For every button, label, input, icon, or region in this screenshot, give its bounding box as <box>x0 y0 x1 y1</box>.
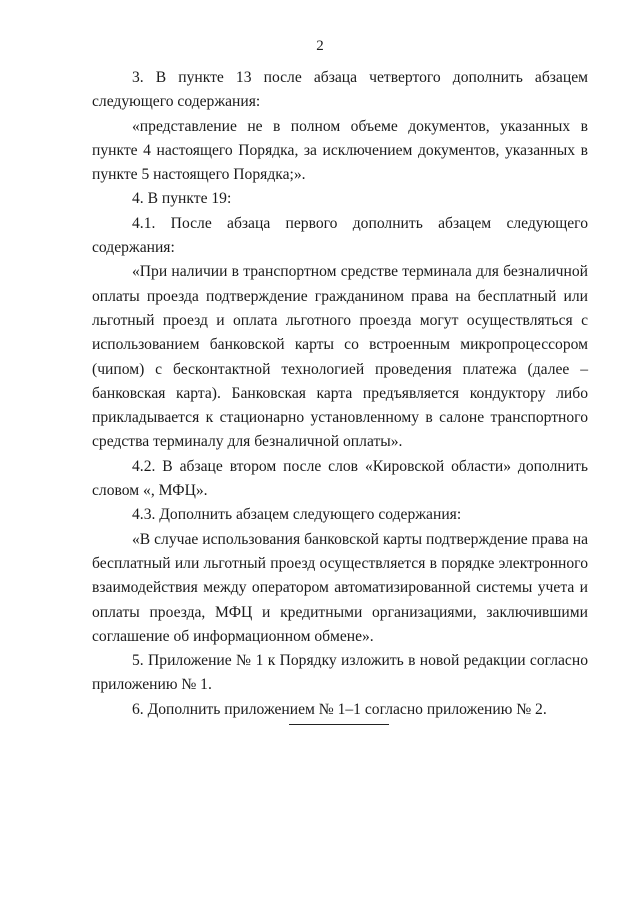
paragraph-item-4-3: 4.3. Дополнить абзацем следующего содержания: <box>132 506 462 524</box>
paragraph-item-5: 5. Приложение № 1 к Порядку изложить в новой редакции согласно приложению № 1. <box>92 652 588 694</box>
paragraph-quote-3: «В случае использования банковской карты подтверждение права на бесплатный или льготный проезд осуществляется в порядке электронного взаимодействия между оператором автоматизированной системы учета и оплаты проезда, МФЦ и кредитными организациями, заключившими соглашение об информационном обмене». <box>92 530 588 645</box>
paragraph-item-4-1: 4.1. После абзаца первого дополнить абзацем следующего содержания: <box>92 214 588 257</box>
end-separator-line <box>289 724 389 725</box>
paragraph-quote-1: «представление не в полном объеме документов, указанных в пункте 4 настоящего Порядка, за исключением документов, указанных в пункте 5 настоящего Порядка;». <box>92 117 588 184</box>
paragraph-item-3: 3. В пункте 13 после абзаца четвертого дополнить абзацем следующего содержания: <box>92 69 588 111</box>
page-number: 2 <box>316 38 324 54</box>
paragraph-quote-2: «При наличии в транспортном средстве терминала для безналичной оплаты проезда подтверждение гражданином права на бесплатный или льготный проезд и оплата льготного проезда могут осуществляться с использованием банковской карты со встроенным микропроцессором (чипом) с бесконтактной технологией проведения платежа (далее – банковская карта). Банковская карта предъявляется кондуктору либо прикладывается к стационарно установленному в салоне транспортного средства терминалу для безналичной оплаты». <box>92 263 588 451</box>
paragraph-item-4-2: 4.2. В абзаце втором после слов «Кировской области» дополнить словом «, МФЦ». <box>92 457 588 500</box>
paragraph-item-4: 4. В пункте 19: <box>132 190 232 208</box>
document-body <box>92 66 588 722</box>
paragraph-item-6: 6. Дополнить приложением № 1–1 согласно приложению № 2. <box>132 700 547 718</box>
